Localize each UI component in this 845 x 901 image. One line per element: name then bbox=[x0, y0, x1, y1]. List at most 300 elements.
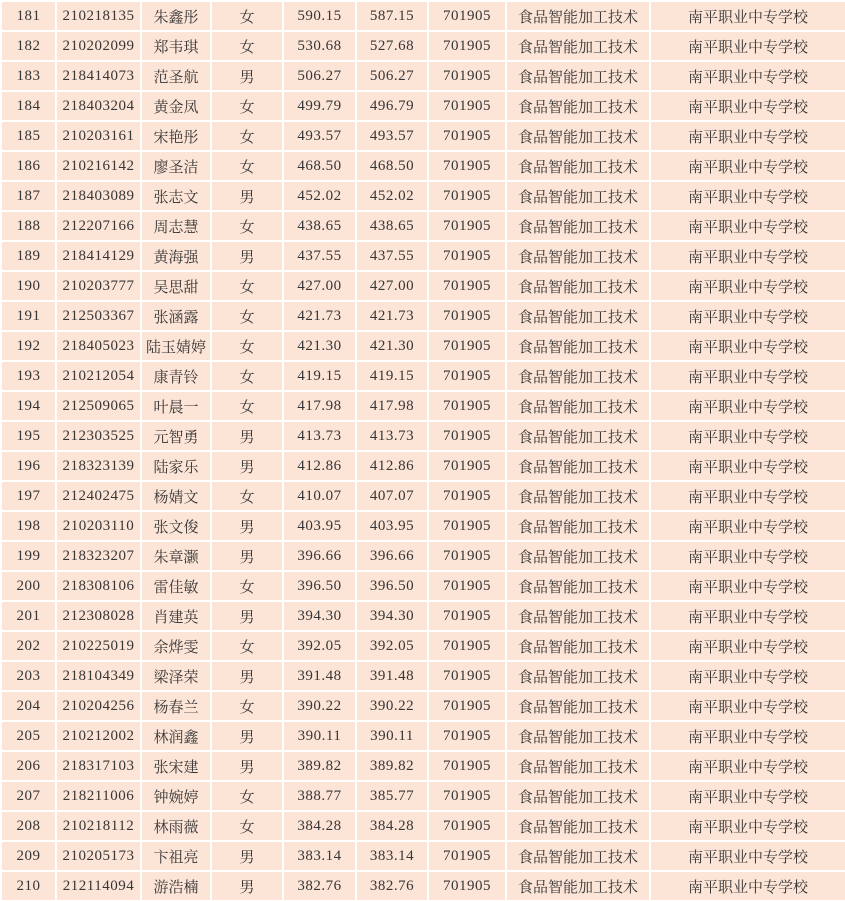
cell-score-primary: 493.57 bbox=[283, 121, 356, 151]
cell-major-name: 食品智能加工技术 bbox=[506, 181, 650, 211]
table-row bbox=[1, 271, 845, 301]
cell-school-name: 南平职业中专学校 bbox=[650, 151, 845, 181]
cell-major-code: 701905 bbox=[428, 481, 506, 511]
cell-sequence-number: 181 bbox=[1, 1, 56, 31]
table-row bbox=[1, 601, 845, 631]
cell-exam-id: 210225019 bbox=[56, 631, 141, 661]
cell-major-name: 食品智能加工技术 bbox=[506, 811, 650, 841]
cell-exam-id: 210205173 bbox=[56, 841, 141, 871]
table-row bbox=[1, 481, 845, 511]
cell-exam-id: 212308028 bbox=[56, 601, 141, 631]
cell-score-secondary: 438.65 bbox=[356, 211, 428, 241]
cell-score-secondary: 392.05 bbox=[356, 631, 428, 661]
cell-gender: 男 bbox=[211, 61, 283, 91]
cell-gender: 男 bbox=[211, 871, 283, 901]
cell-school-name: 南平职业中专学校 bbox=[650, 511, 845, 541]
cell-gender: 女 bbox=[211, 211, 283, 241]
cell-gender: 男 bbox=[211, 451, 283, 481]
cell-major-code: 701905 bbox=[428, 91, 506, 121]
cell-score-primary: 383.14 bbox=[283, 841, 356, 871]
cell-major-code: 701905 bbox=[428, 451, 506, 481]
cell-major-code: 701905 bbox=[428, 241, 506, 271]
table-row bbox=[1, 811, 845, 841]
cell-major-name: 食品智能加工技术 bbox=[506, 511, 650, 541]
table-row bbox=[1, 391, 845, 421]
cell-sequence-number: 197 bbox=[1, 481, 56, 511]
cell-student-name: 林润鑫 bbox=[141, 721, 211, 751]
cell-school-name: 南平职业中专学校 bbox=[650, 211, 845, 241]
cell-major-name: 食品智能加工技术 bbox=[506, 841, 650, 871]
cell-school-name: 南平职业中专学校 bbox=[650, 811, 845, 841]
cell-gender: 女 bbox=[211, 481, 283, 511]
cell-score-secondary: 412.86 bbox=[356, 451, 428, 481]
cell-score-secondary: 452.02 bbox=[356, 181, 428, 211]
cell-major-name: 食品智能加工技术 bbox=[506, 121, 650, 151]
cell-major-name: 食品智能加工技术 bbox=[506, 271, 650, 301]
cell-student-name: 杨春兰 bbox=[141, 691, 211, 721]
cell-exam-id: 218403089 bbox=[56, 181, 141, 211]
cell-major-name: 食品智能加工技术 bbox=[506, 631, 650, 661]
cell-exam-id: 210203161 bbox=[56, 121, 141, 151]
cell-sequence-number: 207 bbox=[1, 781, 56, 811]
cell-school-name: 南平职业中专学校 bbox=[650, 61, 845, 91]
cell-gender: 男 bbox=[211, 541, 283, 571]
cell-student-name: 康青铃 bbox=[141, 361, 211, 391]
table-row bbox=[1, 421, 845, 451]
cell-major-name: 食品智能加工技术 bbox=[506, 481, 650, 511]
cell-exam-id: 218414129 bbox=[56, 241, 141, 271]
cell-sequence-number: 182 bbox=[1, 31, 56, 61]
cell-score-primary: 396.66 bbox=[283, 541, 356, 571]
table-row bbox=[1, 541, 845, 571]
cell-major-name: 食品智能加工技术 bbox=[506, 571, 650, 601]
table-row bbox=[1, 571, 845, 601]
table-row bbox=[1, 751, 845, 781]
cell-score-secondary: 506.27 bbox=[356, 61, 428, 91]
cell-student-name: 陆玉婧婷 bbox=[141, 331, 211, 361]
cell-school-name: 南平职业中专学校 bbox=[650, 721, 845, 751]
cell-gender: 男 bbox=[211, 421, 283, 451]
cell-sequence-number: 185 bbox=[1, 121, 56, 151]
cell-exam-id: 218317103 bbox=[56, 751, 141, 781]
cell-gender: 女 bbox=[211, 271, 283, 301]
cell-sequence-number: 199 bbox=[1, 541, 56, 571]
cell-sequence-number: 188 bbox=[1, 211, 56, 241]
cell-major-name: 食品智能加工技术 bbox=[506, 751, 650, 781]
table-row bbox=[1, 301, 845, 331]
cell-student-name: 朱章灏 bbox=[141, 541, 211, 571]
cell-school-name: 南平职业中专学校 bbox=[650, 751, 845, 781]
cell-score-secondary: 384.28 bbox=[356, 811, 428, 841]
cell-score-secondary: 396.50 bbox=[356, 571, 428, 601]
cell-exam-id: 218104349 bbox=[56, 661, 141, 691]
cell-major-name: 食品智能加工技术 bbox=[506, 781, 650, 811]
cell-major-name: 食品智能加工技术 bbox=[506, 31, 650, 61]
table-row bbox=[1, 241, 845, 271]
cell-school-name: 南平职业中专学校 bbox=[650, 871, 845, 901]
cell-score-secondary: 389.82 bbox=[356, 751, 428, 781]
cell-major-code: 701905 bbox=[428, 421, 506, 451]
cell-major-code: 701905 bbox=[428, 811, 506, 841]
cell-score-secondary: 396.66 bbox=[356, 541, 428, 571]
cell-major-code: 701905 bbox=[428, 871, 506, 901]
cell-exam-id: 212503367 bbox=[56, 301, 141, 331]
cell-major-name: 食品智能加工技术 bbox=[506, 331, 650, 361]
cell-gender: 女 bbox=[211, 691, 283, 721]
cell-score-secondary: 587.15 bbox=[356, 1, 428, 31]
cell-student-name: 梁泽荣 bbox=[141, 661, 211, 691]
cell-gender: 男 bbox=[211, 181, 283, 211]
cell-score-primary: 392.05 bbox=[283, 631, 356, 661]
cell-exam-id: 212207166 bbox=[56, 211, 141, 241]
cell-sequence-number: 195 bbox=[1, 421, 56, 451]
cell-exam-id: 210204256 bbox=[56, 691, 141, 721]
cell-major-code: 701905 bbox=[428, 541, 506, 571]
cell-gender: 男 bbox=[211, 841, 283, 871]
cell-school-name: 南平职业中专学校 bbox=[650, 571, 845, 601]
cell-major-code: 701905 bbox=[428, 211, 506, 241]
cell-student-name: 朱鑫彤 bbox=[141, 1, 211, 31]
cell-student-name: 卞祖亮 bbox=[141, 841, 211, 871]
cell-major-code: 701905 bbox=[428, 1, 506, 31]
cell-gender: 女 bbox=[211, 331, 283, 361]
cell-student-name: 郑韦琪 bbox=[141, 31, 211, 61]
cell-sequence-number: 184 bbox=[1, 91, 56, 121]
cell-score-primary: 390.22 bbox=[283, 691, 356, 721]
cell-score-primary: 419.15 bbox=[283, 361, 356, 391]
cell-score-secondary: 385.77 bbox=[356, 781, 428, 811]
cell-major-code: 701905 bbox=[428, 841, 506, 871]
cell-major-code: 701905 bbox=[428, 121, 506, 151]
cell-gender: 男 bbox=[211, 601, 283, 631]
cell-school-name: 南平职业中专学校 bbox=[650, 121, 845, 151]
cell-score-secondary: 527.68 bbox=[356, 31, 428, 61]
table-row bbox=[1, 181, 845, 211]
cell-exam-id: 218323207 bbox=[56, 541, 141, 571]
cell-major-code: 701905 bbox=[428, 601, 506, 631]
table-row bbox=[1, 691, 845, 721]
cell-score-secondary: 390.22 bbox=[356, 691, 428, 721]
cell-score-primary: 413.73 bbox=[283, 421, 356, 451]
table-row bbox=[1, 871, 845, 901]
cell-major-name: 食品智能加工技术 bbox=[506, 211, 650, 241]
cell-exam-id: 210218135 bbox=[56, 1, 141, 31]
cell-major-name: 食品智能加工技术 bbox=[506, 151, 650, 181]
cell-score-primary: 382.76 bbox=[283, 871, 356, 901]
cell-sequence-number: 208 bbox=[1, 811, 56, 841]
cell-school-name: 南平职业中专学校 bbox=[650, 781, 845, 811]
cell-student-name: 陆家乐 bbox=[141, 451, 211, 481]
cell-exam-id: 218414073 bbox=[56, 61, 141, 91]
cell-gender: 男 bbox=[211, 721, 283, 751]
cell-exam-id: 212114094 bbox=[56, 871, 141, 901]
cell-sequence-number: 190 bbox=[1, 271, 56, 301]
cell-score-secondary: 493.57 bbox=[356, 121, 428, 151]
cell-sequence-number: 205 bbox=[1, 721, 56, 751]
cell-student-name: 张宋建 bbox=[141, 751, 211, 781]
cell-major-code: 701905 bbox=[428, 631, 506, 661]
cell-student-name: 黄海强 bbox=[141, 241, 211, 271]
cell-score-secondary: 496.79 bbox=[356, 91, 428, 121]
table-row bbox=[1, 331, 845, 361]
cell-major-name: 食品智能加工技术 bbox=[506, 391, 650, 421]
table-row bbox=[1, 631, 845, 661]
cell-major-code: 701905 bbox=[428, 661, 506, 691]
table-row bbox=[1, 841, 845, 871]
cell-gender: 女 bbox=[211, 811, 283, 841]
cell-exam-id: 212303525 bbox=[56, 421, 141, 451]
cell-exam-id: 210202099 bbox=[56, 31, 141, 61]
cell-gender: 女 bbox=[211, 631, 283, 661]
cell-student-name: 肖建英 bbox=[141, 601, 211, 631]
cell-exam-id: 212509065 bbox=[56, 391, 141, 421]
cell-gender: 女 bbox=[211, 1, 283, 31]
cell-score-secondary: 417.98 bbox=[356, 391, 428, 421]
cell-sequence-number: 183 bbox=[1, 61, 56, 91]
cell-student-name: 雷佳敏 bbox=[141, 571, 211, 601]
cell-student-name: 张志文 bbox=[141, 181, 211, 211]
cell-major-code: 701905 bbox=[428, 181, 506, 211]
cell-sequence-number: 206 bbox=[1, 751, 56, 781]
cell-score-primary: 530.68 bbox=[283, 31, 356, 61]
cell-score-secondary: 468.50 bbox=[356, 151, 428, 181]
cell-score-secondary: 419.15 bbox=[356, 361, 428, 391]
cell-score-primary: 410.07 bbox=[283, 481, 356, 511]
cell-school-name: 南平职业中专学校 bbox=[650, 361, 845, 391]
cell-school-name: 南平职业中专学校 bbox=[650, 91, 845, 121]
cell-major-name: 食品智能加工技术 bbox=[506, 691, 650, 721]
table-row bbox=[1, 451, 845, 481]
cell-major-name: 食品智能加工技术 bbox=[506, 1, 650, 31]
cell-student-name: 游浩楠 bbox=[141, 871, 211, 901]
cell-score-primary: 506.27 bbox=[283, 61, 356, 91]
cell-gender: 女 bbox=[211, 301, 283, 331]
cell-major-name: 食品智能加工技术 bbox=[506, 301, 650, 331]
cell-exam-id: 210218112 bbox=[56, 811, 141, 841]
cell-major-code: 701905 bbox=[428, 571, 506, 601]
cell-score-primary: 384.28 bbox=[283, 811, 356, 841]
cell-sequence-number: 203 bbox=[1, 661, 56, 691]
cell-score-secondary: 421.73 bbox=[356, 301, 428, 331]
cell-school-name: 南平职业中专学校 bbox=[650, 181, 845, 211]
cell-score-secondary: 421.30 bbox=[356, 331, 428, 361]
cell-sequence-number: 202 bbox=[1, 631, 56, 661]
cell-score-primary: 427.00 bbox=[283, 271, 356, 301]
cell-sequence-number: 198 bbox=[1, 511, 56, 541]
cell-major-name: 食品智能加工技术 bbox=[506, 361, 650, 391]
cell-gender: 女 bbox=[211, 391, 283, 421]
cell-gender: 女 bbox=[211, 361, 283, 391]
cell-school-name: 南平职业中专学校 bbox=[650, 1, 845, 31]
score-table-body bbox=[1, 1, 845, 901]
cell-gender: 男 bbox=[211, 661, 283, 691]
table-row bbox=[1, 361, 845, 391]
cell-score-primary: 590.15 bbox=[283, 1, 356, 31]
table-row bbox=[1, 781, 845, 811]
cell-sequence-number: 194 bbox=[1, 391, 56, 421]
cell-exam-id: 210203110 bbox=[56, 511, 141, 541]
cell-score-primary: 437.55 bbox=[283, 241, 356, 271]
cell-exam-id: 218403204 bbox=[56, 91, 141, 121]
cell-student-name: 黄金凤 bbox=[141, 91, 211, 121]
cell-sequence-number: 210 bbox=[1, 871, 56, 901]
cell-student-name: 张文俊 bbox=[141, 511, 211, 541]
cell-score-secondary: 427.00 bbox=[356, 271, 428, 301]
cell-student-name: 杨婧文 bbox=[141, 481, 211, 511]
cell-sequence-number: 192 bbox=[1, 331, 56, 361]
cell-exam-id: 218323139 bbox=[56, 451, 141, 481]
cell-exam-id: 218405023 bbox=[56, 331, 141, 361]
table-row bbox=[1, 721, 845, 751]
cell-score-primary: 412.86 bbox=[283, 451, 356, 481]
cell-exam-id: 210203777 bbox=[56, 271, 141, 301]
cell-score-secondary: 391.48 bbox=[356, 661, 428, 691]
cell-gender: 男 bbox=[211, 751, 283, 781]
cell-gender: 女 bbox=[211, 571, 283, 601]
cell-score-secondary: 403.95 bbox=[356, 511, 428, 541]
cell-major-code: 701905 bbox=[428, 31, 506, 61]
cell-student-name: 宋艳彤 bbox=[141, 121, 211, 151]
cell-score-primary: 417.98 bbox=[283, 391, 356, 421]
table-row bbox=[1, 151, 845, 181]
cell-student-name: 余烨雯 bbox=[141, 631, 211, 661]
cell-school-name: 南平职业中专学校 bbox=[650, 481, 845, 511]
cell-sequence-number: 196 bbox=[1, 451, 56, 481]
cell-major-code: 701905 bbox=[428, 781, 506, 811]
cell-school-name: 南平职业中专学校 bbox=[650, 661, 845, 691]
cell-school-name: 南平职业中专学校 bbox=[650, 451, 845, 481]
cell-student-name: 叶晨一 bbox=[141, 391, 211, 421]
cell-score-primary: 403.95 bbox=[283, 511, 356, 541]
cell-major-code: 701905 bbox=[428, 151, 506, 181]
cell-student-name: 范圣航 bbox=[141, 61, 211, 91]
cell-gender: 女 bbox=[211, 781, 283, 811]
cell-student-name: 钟婉婷 bbox=[141, 781, 211, 811]
cell-score-secondary: 437.55 bbox=[356, 241, 428, 271]
cell-school-name: 南平职业中专学校 bbox=[650, 601, 845, 631]
cell-sequence-number: 193 bbox=[1, 361, 56, 391]
cell-major-code: 701905 bbox=[428, 271, 506, 301]
cell-exam-id: 212402475 bbox=[56, 481, 141, 511]
cell-gender: 女 bbox=[211, 31, 283, 61]
table-row bbox=[1, 121, 845, 151]
cell-score-primary: 468.50 bbox=[283, 151, 356, 181]
cell-score-primary: 499.79 bbox=[283, 91, 356, 121]
cell-major-name: 食品智能加工技术 bbox=[506, 721, 650, 751]
table-row bbox=[1, 31, 845, 61]
cell-student-name: 林雨薇 bbox=[141, 811, 211, 841]
cell-score-primary: 396.50 bbox=[283, 571, 356, 601]
cell-school-name: 南平职业中专学校 bbox=[650, 301, 845, 331]
cell-exam-id: 210212002 bbox=[56, 721, 141, 751]
cell-exam-id: 218211006 bbox=[56, 781, 141, 811]
cell-school-name: 南平职业中专学校 bbox=[650, 241, 845, 271]
cell-school-name: 南平职业中专学校 bbox=[650, 421, 845, 451]
cell-sequence-number: 191 bbox=[1, 301, 56, 331]
cell-major-name: 食品智能加工技术 bbox=[506, 241, 650, 271]
cell-major-code: 701905 bbox=[428, 511, 506, 541]
cell-score-secondary: 407.07 bbox=[356, 481, 428, 511]
cell-major-name: 食品智能加工技术 bbox=[506, 421, 650, 451]
cell-major-name: 食品智能加工技术 bbox=[506, 541, 650, 571]
cell-sequence-number: 186 bbox=[1, 151, 56, 181]
cell-major-name: 食品智能加工技术 bbox=[506, 661, 650, 691]
cell-score-primary: 389.82 bbox=[283, 751, 356, 781]
cell-major-code: 701905 bbox=[428, 721, 506, 751]
cell-school-name: 南平职业中专学校 bbox=[650, 841, 845, 871]
cell-score-primary: 394.30 bbox=[283, 601, 356, 631]
cell-major-code: 701905 bbox=[428, 331, 506, 361]
cell-school-name: 南平职业中专学校 bbox=[650, 631, 845, 661]
cell-student-name: 吴思甜 bbox=[141, 271, 211, 301]
cell-school-name: 南平职业中专学校 bbox=[650, 691, 845, 721]
cell-major-code: 701905 bbox=[428, 391, 506, 421]
cell-gender: 女 bbox=[211, 91, 283, 121]
cell-student-name: 周志慧 bbox=[141, 211, 211, 241]
cell-school-name: 南平职业中专学校 bbox=[650, 271, 845, 301]
cell-score-primary: 438.65 bbox=[283, 211, 356, 241]
cell-score-primary: 391.48 bbox=[283, 661, 356, 691]
cell-score-secondary: 413.73 bbox=[356, 421, 428, 451]
cell-school-name: 南平职业中专学校 bbox=[650, 331, 845, 361]
cell-gender: 男 bbox=[211, 241, 283, 271]
cell-exam-id: 210212054 bbox=[56, 361, 141, 391]
table-row bbox=[1, 661, 845, 691]
cell-student-name: 张涵露 bbox=[141, 301, 211, 331]
cell-major-name: 食品智能加工技术 bbox=[506, 61, 650, 91]
cell-score-secondary: 383.14 bbox=[356, 841, 428, 871]
cell-exam-id: 218308106 bbox=[56, 571, 141, 601]
cell-sequence-number: 204 bbox=[1, 691, 56, 721]
cell-major-code: 701905 bbox=[428, 301, 506, 331]
cell-sequence-number: 209 bbox=[1, 841, 56, 871]
cell-sequence-number: 189 bbox=[1, 241, 56, 271]
cell-student-name: 廖圣洁 bbox=[141, 151, 211, 181]
table-row bbox=[1, 511, 845, 541]
cell-score-secondary: 394.30 bbox=[356, 601, 428, 631]
cell-school-name: 南平职业中专学校 bbox=[650, 31, 845, 61]
cell-sequence-number: 201 bbox=[1, 601, 56, 631]
cell-major-code: 701905 bbox=[428, 361, 506, 391]
cell-school-name: 南平职业中专学校 bbox=[650, 541, 845, 571]
cell-gender: 女 bbox=[211, 121, 283, 151]
cell-score-primary: 421.30 bbox=[283, 331, 356, 361]
cell-major-name: 食品智能加工技术 bbox=[506, 91, 650, 121]
cell-major-code: 701905 bbox=[428, 691, 506, 721]
cell-gender: 男 bbox=[211, 511, 283, 541]
cell-score-primary: 452.02 bbox=[283, 181, 356, 211]
cell-school-name: 南平职业中专学校 bbox=[650, 391, 845, 421]
cell-sequence-number: 200 bbox=[1, 571, 56, 601]
table-row bbox=[1, 1, 845, 31]
cell-score-secondary: 390.11 bbox=[356, 721, 428, 751]
cell-gender: 女 bbox=[211, 151, 283, 181]
cell-student-name: 元智勇 bbox=[141, 421, 211, 451]
cell-major-code: 701905 bbox=[428, 751, 506, 781]
cell-score-primary: 390.11 bbox=[283, 721, 356, 751]
cell-sequence-number: 187 bbox=[1, 181, 56, 211]
table-row bbox=[1, 61, 845, 91]
cell-score-primary: 388.77 bbox=[283, 781, 356, 811]
cell-major-name: 食品智能加工技术 bbox=[506, 451, 650, 481]
cell-exam-id: 210216142 bbox=[56, 151, 141, 181]
table-row bbox=[1, 91, 845, 121]
cell-score-secondary: 382.76 bbox=[356, 871, 428, 901]
table-row bbox=[1, 211, 845, 241]
cell-major-code: 701905 bbox=[428, 61, 506, 91]
cell-score-primary: 421.73 bbox=[283, 301, 356, 331]
cell-major-name: 食品智能加工技术 bbox=[506, 601, 650, 631]
